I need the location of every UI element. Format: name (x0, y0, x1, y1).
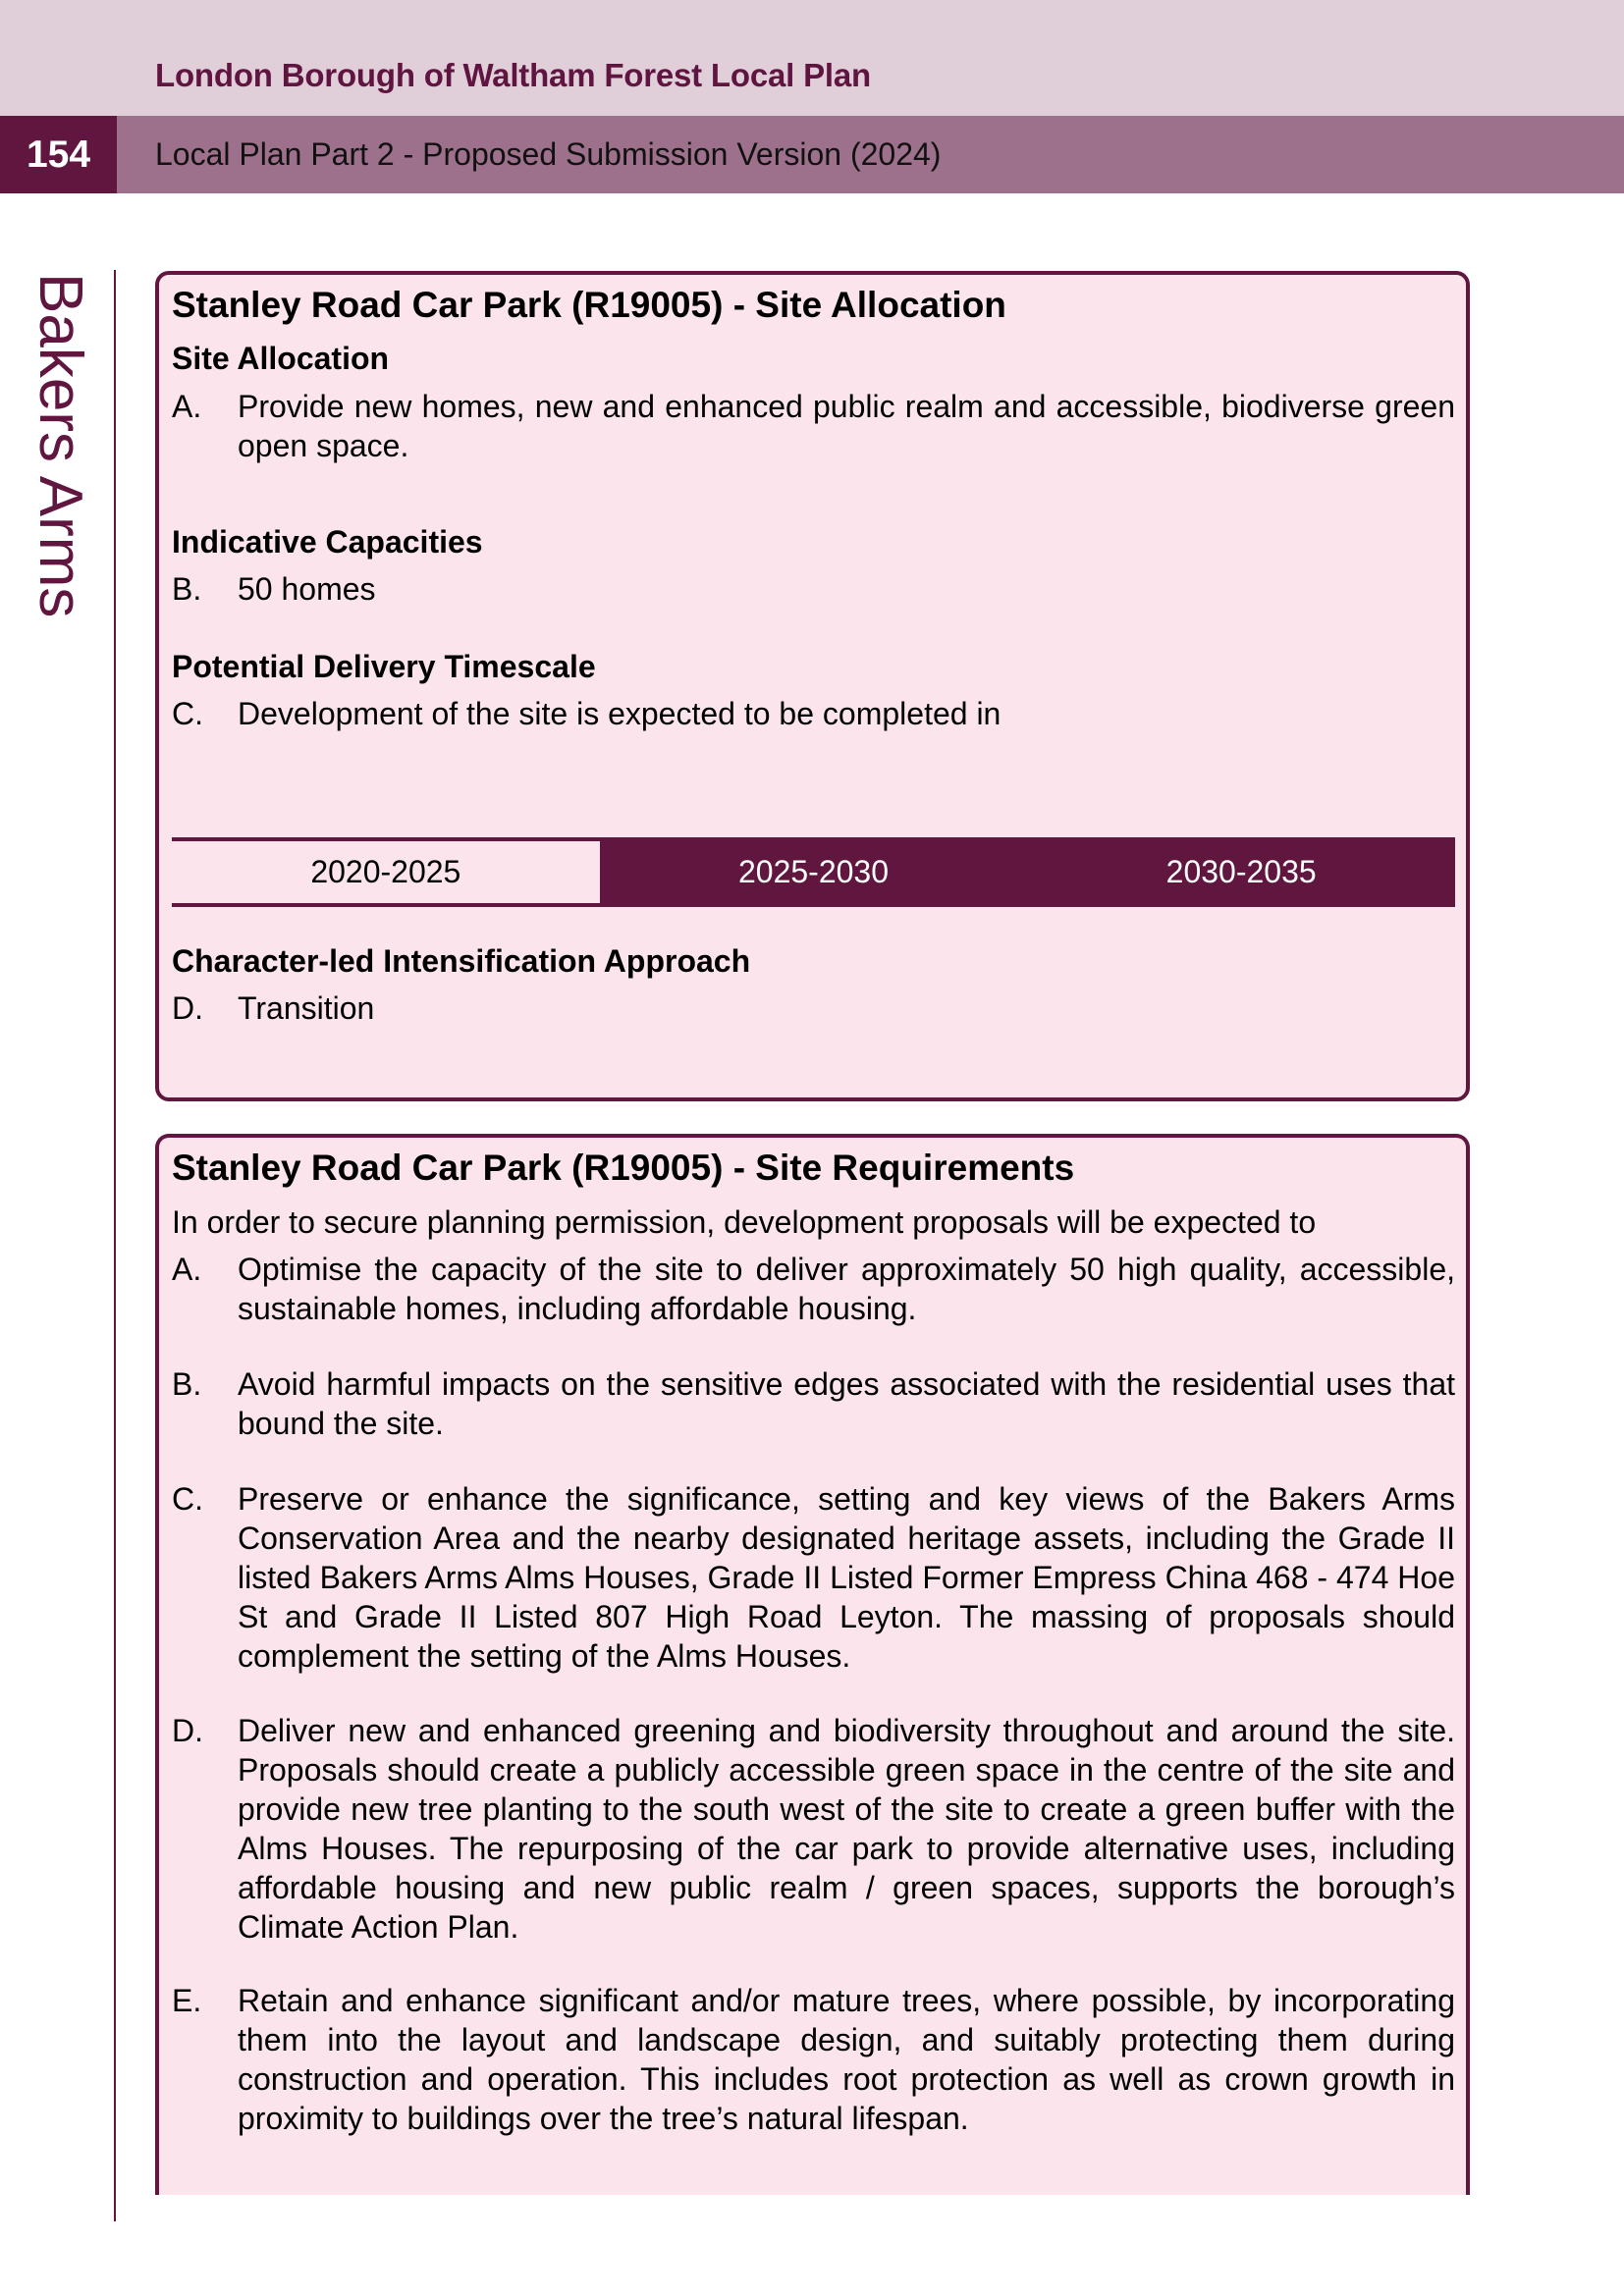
section-side-label: Bakers Arms (27, 273, 94, 618)
list-item (172, 988, 1455, 1028)
item-text: Optimise the capacity of the site to deliver approximately 50 high quality, accessible, sustainable homes, including affordable housing. (238, 1252, 1455, 1326)
section-heading: Potential Delivery Timescale (172, 649, 596, 684)
site-allocation-box (155, 271, 1470, 1101)
section-heading: Site Allocation (172, 341, 390, 376)
site-requirements-box (155, 1134, 1470, 2195)
list-item (172, 1479, 1455, 1676)
site-requirements-title: Stanley Road Car Park (R19005) - Site Requirements (172, 1148, 1075, 1188)
section-heading: Character-led Intensification Approach (172, 943, 751, 979)
list-item (172, 569, 1455, 609)
item-label: C. (172, 1481, 203, 1517)
item-label: B. (172, 1366, 202, 1402)
document-subtitle: Local Plan Part 2 - Proposed Submission Version (2024) (155, 136, 942, 172)
requirements-intro: In order to secure planning permission, development proposals will be expected to (172, 1204, 1317, 1240)
item-label: D. (172, 990, 203, 1026)
document-title: London Borough of Waltham Forest Local Plan (155, 57, 871, 93)
item-label: B. (172, 571, 202, 607)
list-item (172, 1981, 1455, 2138)
item-text: Development of the site is expected to be completed in (238, 696, 1001, 731)
list-item (172, 694, 1455, 733)
item-text: Avoid harmful impacts on the sensitive edges associated with the residential uses that bound the site. (238, 1366, 1455, 1441)
list-item (172, 1364, 1455, 1443)
item-label: E. (172, 1983, 202, 2018)
section-heading: Indicative Capacities (172, 524, 483, 560)
item-text: Retain and enhance significant and/or mature trees, where possible, by incorporating them into the layout and landscape design, and suitably protecting them during construction and operation. This includes root protection as well as crown growth in proximity to buildings over the tree’s natural lifespan. (238, 1983, 1455, 2136)
item-label: D. (172, 1713, 203, 1748)
side-divider (114, 270, 116, 2221)
timescale-period-2025-2030: 2025-2030 (600, 837, 1028, 907)
delivery-timescale-bar (172, 837, 1455, 907)
timescale-period-2030-2035: 2030-2035 (1027, 837, 1455, 907)
item-text: 50 homes (238, 571, 376, 607)
item-text: Transition (238, 990, 375, 1026)
list-item (172, 387, 1455, 465)
item-text: Deliver new and enhanced greening and biodiversity throughout and around the site. Proposals should create a publicly accessible green space in the centre of the site and provide new tree planting to the south west of the site to create a green buffer with the Alms Houses. The repurposing of the car park to provide alternative uses, including affordable housing and new public realm / green spaces, supports the borough’s Climate Action Plan. (238, 1713, 1455, 1945)
header-band (0, 116, 1624, 193)
list-item (172, 1711, 1455, 1947)
document-header (0, 0, 1624, 116)
item-label: A. (172, 389, 202, 424)
item-text: Provide new homes, new and enhanced public realm and accessible, biodiverse green open space. (238, 389, 1455, 463)
item-label: A. (172, 1252, 202, 1287)
list-item (172, 1250, 1455, 1328)
timescale-period-2020-2025: 2020-2025 (172, 837, 600, 907)
site-allocation-title: Stanley Road Car Park (R19005) - Site Allocation (172, 285, 1006, 325)
page-number: 154 (0, 116, 117, 193)
item-label: C. (172, 696, 203, 731)
item-text: Preserve or enhance the significance, setting and key views of the Bakers Arms Conservation Area and the nearby designated heritage assets, including the Grade II listed Bakers Arms Alms Houses, Grade II Listed Former Empress China 468 - 474 Hoe St and Grade II Listed 807 High Road Leyton. The massing of proposals should complement the setting of the Alms Houses. (238, 1481, 1455, 1674)
